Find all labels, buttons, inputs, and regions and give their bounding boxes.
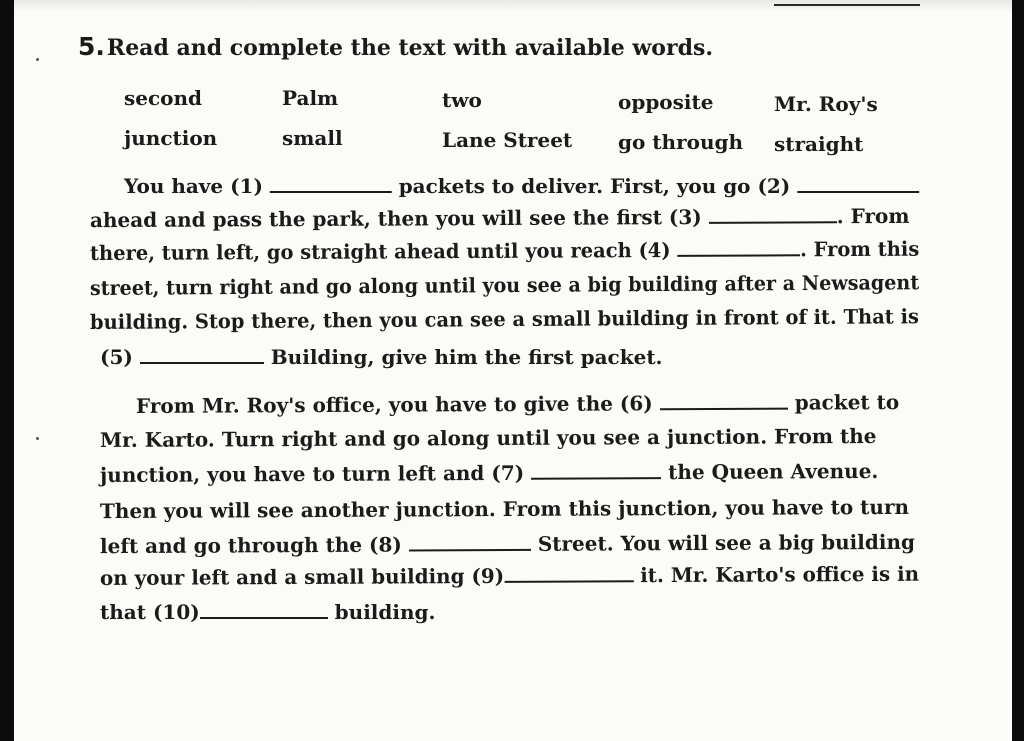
text-line	[100, 345, 663, 369]
text-line: Then you will see another junction. From this junction, you have to turn	[99, 494, 910, 524]
answer-blank-2[interactable]	[797, 175, 919, 193]
text-line	[100, 562, 919, 590]
word-bank-item: Palm	[282, 86, 339, 110]
text-line	[136, 390, 899, 418]
text-line: Mr. Karto. Turn right and go along until you see a junction. From the	[99, 423, 877, 453]
text-segment: ahead and pass the park, then you will see the first (3)	[89, 204, 702, 233]
answer-blank-9[interactable]	[504, 564, 633, 583]
text-segment: . From	[836, 203, 910, 229]
text-line	[90, 204, 910, 232]
answer-blank-5[interactable]	[140, 346, 264, 364]
answer-blank-7[interactable]	[531, 461, 661, 480]
answer-blank-8[interactable]	[409, 533, 531, 552]
margin-dot	[36, 58, 39, 61]
text-segment: Building, give him the first packet.	[270, 345, 663, 369]
text-segment: the Queen Avenue.	[668, 458, 879, 485]
text-segment: packets to deliver. First, you go (2)	[398, 174, 791, 198]
text-segment: . From this	[799, 236, 920, 262]
word-bank-item: opposite	[618, 90, 714, 114]
exercise-instruction: Read and complete the text with available words.	[106, 35, 713, 61]
text-segment: it. Mr. Karto's office is in	[640, 561, 920, 588]
answer-blank-3[interactable]	[709, 205, 837, 224]
text-segment: building.	[334, 600, 436, 624]
word-bank-item: two	[442, 88, 482, 112]
word-bank-item: second	[124, 86, 203, 110]
word-bank-item: go through	[618, 130, 744, 154]
word-bank-item: junction	[124, 126, 218, 150]
word-bank-item: Lane Street	[442, 128, 573, 152]
exercise-number: 5.	[78, 32, 105, 61]
text-line: building. Stop there, then you can see a small building in front of it. That is	[89, 304, 919, 334]
text-segment: You have (1)	[124, 174, 263, 198]
exercise-heading	[78, 32, 713, 61]
answer-blank-10[interactable]	[200, 601, 328, 619]
text-segment: Street. You will see a big building	[537, 529, 915, 556]
text-segment: packet to	[794, 390, 900, 415]
text-line	[90, 237, 919, 265]
answer-blank-1[interactable]	[270, 175, 392, 193]
text-line	[100, 530, 915, 558]
worksheet-page	[14, 0, 1012, 741]
text-segment: junction, you have to turn left and (7)	[99, 460, 525, 488]
text-segment: that (10)	[100, 600, 200, 624]
word-bank-item: Mr. Roy's	[774, 92, 878, 116]
text-line	[124, 174, 919, 198]
margin-dot	[36, 437, 39, 440]
answer-blank-4[interactable]	[677, 238, 800, 257]
text-segment: on your left and a small building (9)	[99, 563, 505, 590]
previous-answer-line	[774, 4, 920, 6]
word-bank-item: straight	[774, 132, 864, 156]
answer-blank-6[interactable]	[660, 392, 788, 411]
text-segment: left and go through the (8)	[99, 532, 402, 559]
text-line	[100, 459, 878, 487]
text-line: street, turn right and go along until you see a big building after a Newsagent	[89, 270, 920, 300]
text-line	[100, 600, 435, 624]
text-segment: there, turn left, go straight ahead until you reach (4)	[89, 237, 671, 265]
text-segment: From Mr. Roy's office, you have to give the (6)	[135, 391, 653, 418]
text-segment: (5)	[100, 345, 133, 369]
word-bank-item: small	[282, 126, 343, 150]
